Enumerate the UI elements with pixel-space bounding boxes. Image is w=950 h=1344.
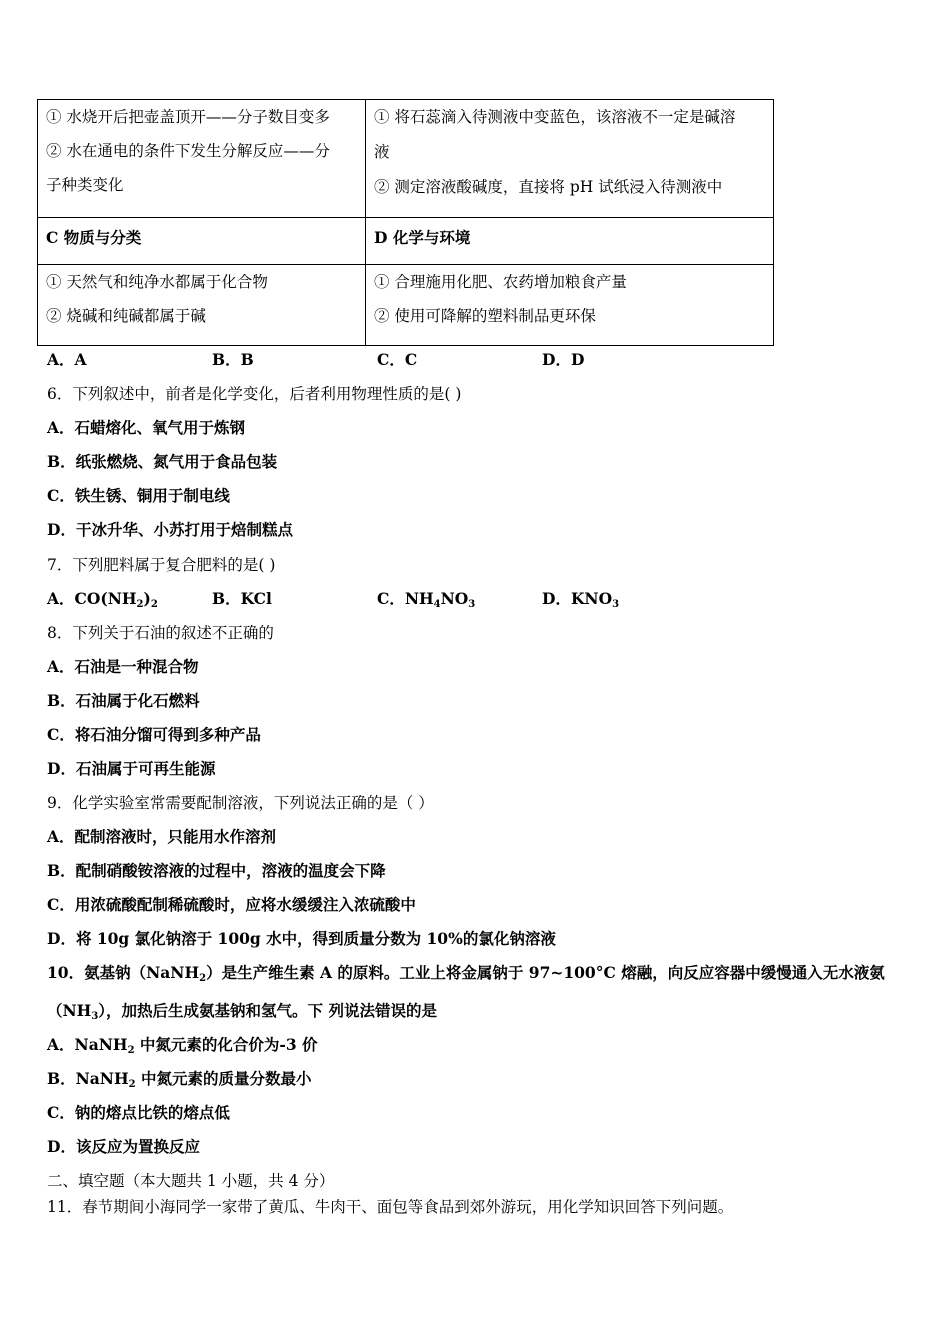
q7-a-text: ) xyxy=(143,589,151,608)
q6-option-d[interactable]: D．干冰升华、小苏打用于焙制糕点 xyxy=(47,520,293,539)
option-d[interactable]: D．D xyxy=(542,350,585,369)
q10-option-d[interactable]: D．该反应为置换反应 xyxy=(47,1137,200,1156)
cell-text: ② 测定溶液酸碱度，直接将 pH 试纸浸入待测液中 xyxy=(374,178,723,196)
cell-text: ① 将石蕊滴入待测液中变蓝色，该溶液不一定是碱溶 xyxy=(374,108,736,126)
subscript: 2 xyxy=(150,599,158,610)
q10-option-a[interactable] xyxy=(47,1035,318,1055)
q8-option-b[interactable]: B．石油属于化石燃料 xyxy=(47,691,200,710)
subscript: 3 xyxy=(468,599,476,610)
table-header-row xyxy=(38,218,774,265)
knowledge-table xyxy=(37,99,774,346)
q6-stem: 6．下列叙述中，前者是化学变化，后者利用物理性质的是( ) xyxy=(47,385,462,403)
subscript: 4 xyxy=(433,599,441,610)
q11-stem: 11．春节期间小海同学一家带了黄瓜、牛肉干、面包等食品到郊外游玩，用化学知识回答下列问题。 xyxy=(47,1198,734,1216)
q10-text: ）是生产维生素 A 的原料。工业上将金属钠于 97~100°C 熔融，向反应容器中缓慢通入无水液氨 xyxy=(206,963,885,982)
table-cell xyxy=(38,100,366,218)
q9-option-c[interactable]: C．用浓硫酸配制稀硫酸时，应将水缓缓注入浓硫酸中 xyxy=(47,895,416,914)
table-row xyxy=(38,100,774,218)
q7-option-b[interactable]: B．KCl xyxy=(212,589,272,608)
q7-c-text: C．NH xyxy=(377,589,434,608)
subscript: 2 xyxy=(128,1079,136,1090)
q6-option-b[interactable]: B．纸张燃烧、氮气用于食品包装 xyxy=(47,452,278,471)
q8-stem: 8．下列关于石油的叙述不正确的 xyxy=(47,624,274,642)
table-row xyxy=(38,265,774,346)
q10-text: ），加热后生成氨基钠和氢气。下 列说法错误的是 xyxy=(98,1001,437,1020)
subscript: 3 xyxy=(612,599,620,610)
cell-text: ② 水在通电的条件下发生分解反应——分 xyxy=(46,142,330,160)
q10-text: （NH xyxy=(47,1001,92,1020)
q10-option-c[interactable]: C．钠的熔点比铁的熔点低 xyxy=(47,1103,230,1122)
table-cell xyxy=(38,265,366,346)
q9-option-d[interactable]: D．将 10g 氯化钠溶于 100g 水中，得到质量分数为 10%的氯化钠溶液 xyxy=(47,929,556,948)
q7-d-text: D．KNO xyxy=(542,589,613,608)
subscript: 2 xyxy=(127,1045,135,1056)
q7-c-text: NO xyxy=(440,589,469,608)
q7-option-d[interactable] xyxy=(542,589,619,609)
q10-stem-line2 xyxy=(47,1001,437,1021)
subscript: 2 xyxy=(136,599,144,610)
table-header-cell xyxy=(366,218,774,265)
cell-text: ① 合理施用化肥、农药增加粮食产量 xyxy=(374,273,627,291)
subscript: 3 xyxy=(91,1011,99,1022)
q7-stem: 7．下列肥料属于复合肥料的是( ) xyxy=(47,556,276,574)
q8-option-d[interactable]: D．石油属于可再生能源 xyxy=(47,759,216,778)
table-cell xyxy=(366,100,774,218)
q9-option-b[interactable]: B．配制硝酸铵溶液的过程中，溶液的温度会下降 xyxy=(47,861,386,880)
cell-text: 子种类变化 xyxy=(46,176,124,194)
q10-option-b[interactable] xyxy=(47,1069,312,1089)
table-cell xyxy=(366,265,774,346)
option-c[interactable]: C．C xyxy=(377,350,418,369)
option-b[interactable]: B．B xyxy=(212,350,254,369)
q10-text: 10．氨基钠（NaNH xyxy=(47,963,200,982)
cell-text: ② 使用可降解的塑料制品更环保 xyxy=(374,307,596,325)
q6-option-a[interactable]: A．石蜡熔化、氧气用于炼钢 xyxy=(47,418,246,437)
q7-option-c[interactable] xyxy=(377,589,475,609)
cell-text: ① 天然气和纯净水都属于化合物 xyxy=(46,273,268,291)
q6-option-c[interactable]: C．铁生锈、铜用于制电线 xyxy=(47,486,230,505)
q8-option-c[interactable]: C．将石油分馏可得到多种产品 xyxy=(47,725,261,744)
q7-option-a[interactable] xyxy=(47,589,158,609)
q10-a-text: 中氮元素的化合价为-3 价 xyxy=(134,1035,318,1054)
table-header-cell xyxy=(38,218,366,265)
q10-b-text: 中氮元素的质量分数最小 xyxy=(135,1069,312,1088)
q10-stem-line1 xyxy=(47,963,885,983)
q9-option-a[interactable]: A．配制溶液时，只能用水作溶剂 xyxy=(47,827,277,846)
cell-text: 液 xyxy=(374,143,390,161)
q8-option-a[interactable]: A．石油是一种混合物 xyxy=(47,657,199,676)
header-c-text: C 物质与分类 xyxy=(46,228,142,247)
q10-a-text: A．NaNH xyxy=(47,1035,128,1054)
option-a[interactable]: A．A xyxy=(47,350,87,369)
q7-a-text: A．CO(NH xyxy=(47,589,137,608)
cell-text: ① 水烧开后把壶盖顶开——分子数目变多 xyxy=(46,108,330,126)
subscript: 2 xyxy=(199,973,207,984)
q9-stem: 9．化学实验室常需要配制溶液，下列说法正确的是（ ） xyxy=(47,794,434,812)
cell-text: ② 烧碱和纯碱都属于碱 xyxy=(46,307,206,325)
section-heading: 二、填空题（本大题共 1 小题，共 4 分） xyxy=(47,1172,335,1190)
q10-b-text: B．NaNH xyxy=(47,1069,129,1088)
header-d-text: D 化学与环境 xyxy=(374,228,471,247)
